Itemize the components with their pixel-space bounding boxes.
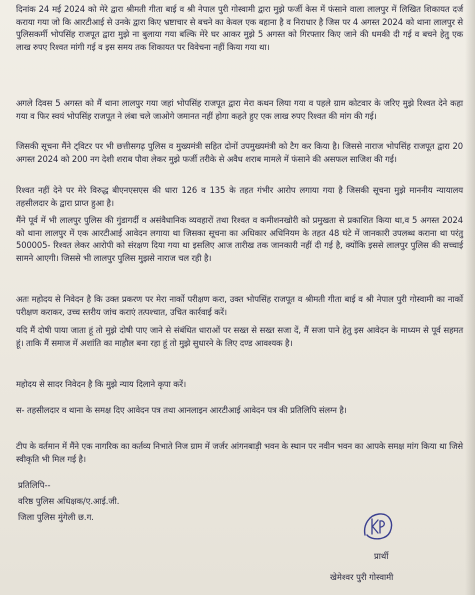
copy-to-recipient-office: जिला पुलिस मुंगेली छ.ग. [18,512,94,522]
page-edge-shadow [465,0,475,595]
signature-image [359,509,397,543]
copy-to-label: प्रतिलिपि-- [18,480,51,490]
signer-name: खेमेश्वर पुरी गोस्वामी [330,572,394,582]
copy-to-recipient-title: वरिष्ठ पुलिस अधिक्षक/ए.आई.जी. [18,496,120,506]
paragraph-bribe-demand: अगले दिवस 5 अगस्त को मैं थाना लालपुर गया जहां भोपसिंह राजपूत द्वारा मेरा कथन लिया गया व पहले ग्राम कोटवार के जरिए मुझे रिश्वत देने कहा गया व फिर स्वयं भोपसिंह राजपूत ने लंबा चले जाओगे जमानत नहीं होगा कहते हुए एक लाख रुपए रिश्वत की मांग की गई। [16,98,463,121]
paragraph-twitter-report: जिसकी सूचना मैंने ट्विटर पर भी छत्तीसगढ़ पुलिस व मुख्यमंत्री सहित दोनों उपमुख्यमंत्री को टैग कर किया है। जिससे नाराज भोपसिंह राजपूत द्वारा 20 अगस्त 2024 को 200 नग देशी शराब पौवा लेकर मुझे फर्जी तरीके से अवैध शराब मामले में फंसाने की असफल साजिश की गई। [16,141,463,164]
paragraph-charges: रिश्वत नहीं देने पर मेरे विरुद्ध बीएनएसएस की धारा 126 व 135 के तहत गंभीर आरोप लगाया गया है जिसकी सूचना मुझे माननीय न्यायालय तहसीलदार के द्वारा प्राप्त हुआ है। [16,185,463,208]
paragraph-justice-request: महोदय से सादर निवेदन है कि मुझे न्याय दिलाने कृपा करें। [16,379,187,389]
paragraph-rti-application: मैंने पूर्व में भी लालपुर पुलिस की गुंडागर्दी व असंवैधानिक व्यवहारों तथा रिश्वत व कमीशनखोरी को प्रमुखता से प्रकाशित किया था,व 5 अगस्त 2024 को थाना लालपुर में एक आरटीआई आवेदन लगाया था जिसका सूचना का अधिकार अधिनियम के तहत 48 घंटे में जानकारी उपलब्ध कराना था परंतु 500005- रिश्वत लेकर आरोपी को संरक्षण दिया गया था इसलिए आज तारीख तक जानकारी नहीं दी गई है, क्योंकि इससे लालपुर पुलिस की सच्चाई सामने आएगी। जिससे भी लालपुर पुलिस मुझसे नाराज चल रही है। [16,215,463,263]
paragraph-narco-test-request: अतः महोदय से निवेदन है कि उक्त प्रकरण पर मेरा नार्को परीक्षण करा, उक्त भोपसिंह राजपूत व श्रीमती गीता बाई व श्री नेपाल पुरी गोस्वामी का नार्को परीक्षण कराकर, उच्च स्तरीय जांच कराएं तत्पश्चात, उचित कार्रवाई करें। [16,294,463,317]
paragraph-punishment-consent: यदि मैं दोषी पाया जाता हूं तो मुझे दोषी पाए जाने से संबंधित धाराओं पर सख्त से सख्त सजा दें, मैं सजा पाने हेतु इस आवेदन के माध्यम से पूर्व सहमत हूं। ताकि मैं समाज में अशांति का माहौल बना रहा हूं तो मुझे सुधारने के लिए दण्ड आवश्यक है। [16,325,463,348]
paragraph-attachments: स- तहसीलदार व थाना के समक्ष दिए आवेदन पत्र तथा आनलाइन आरटीआई आवेदन पत्र की प्रतिलिपि संलग्न है। [16,405,347,415]
paragraph-complaint-background: दिनांक 24 मई 2024 को मेरे द्वारा श्रीमती गीता बाई व श्री नेपाल पुरी गोस्वामी द्वारा मुझे फर्जी केस में फंसाने वाला लालपुर में लिखित शिकायत दर्ज कराया गया जो कि आरटीआई से उनके द्वारा किए भ्रष्टाचार से बचने का केवल एक बहाना है व निराधार है जिस पर 4 अगस्त 2024 को थाना लालपुर से पुलिसकर्मी भोपसिंह राजपूत द्वारा मुझे ना बुलाया गया बल्कि मेरे घर आकर मुझे 5 अगस्त को गिरफ्तार किए जाने की धमकी दी गई व बचने हेतु एक लाख रुपए रिश्वत मांगी गई व इस समय तक शिकायत पर विवेचना नहीं किया गया था। [16,4,463,52]
signer-role: प्रार्थी [374,551,389,561]
paragraph-note: टीप के वर्तमान में मैंने एक नागरिक का कर्तव्य निभाते निज ग्राम में जर्जर आंगनबाड़ी भवन के स्थान पर नवीन भवन का आपके समक्ष मांग किया था जिसे स्वीकृति भी मिल गई है। [16,441,463,464]
